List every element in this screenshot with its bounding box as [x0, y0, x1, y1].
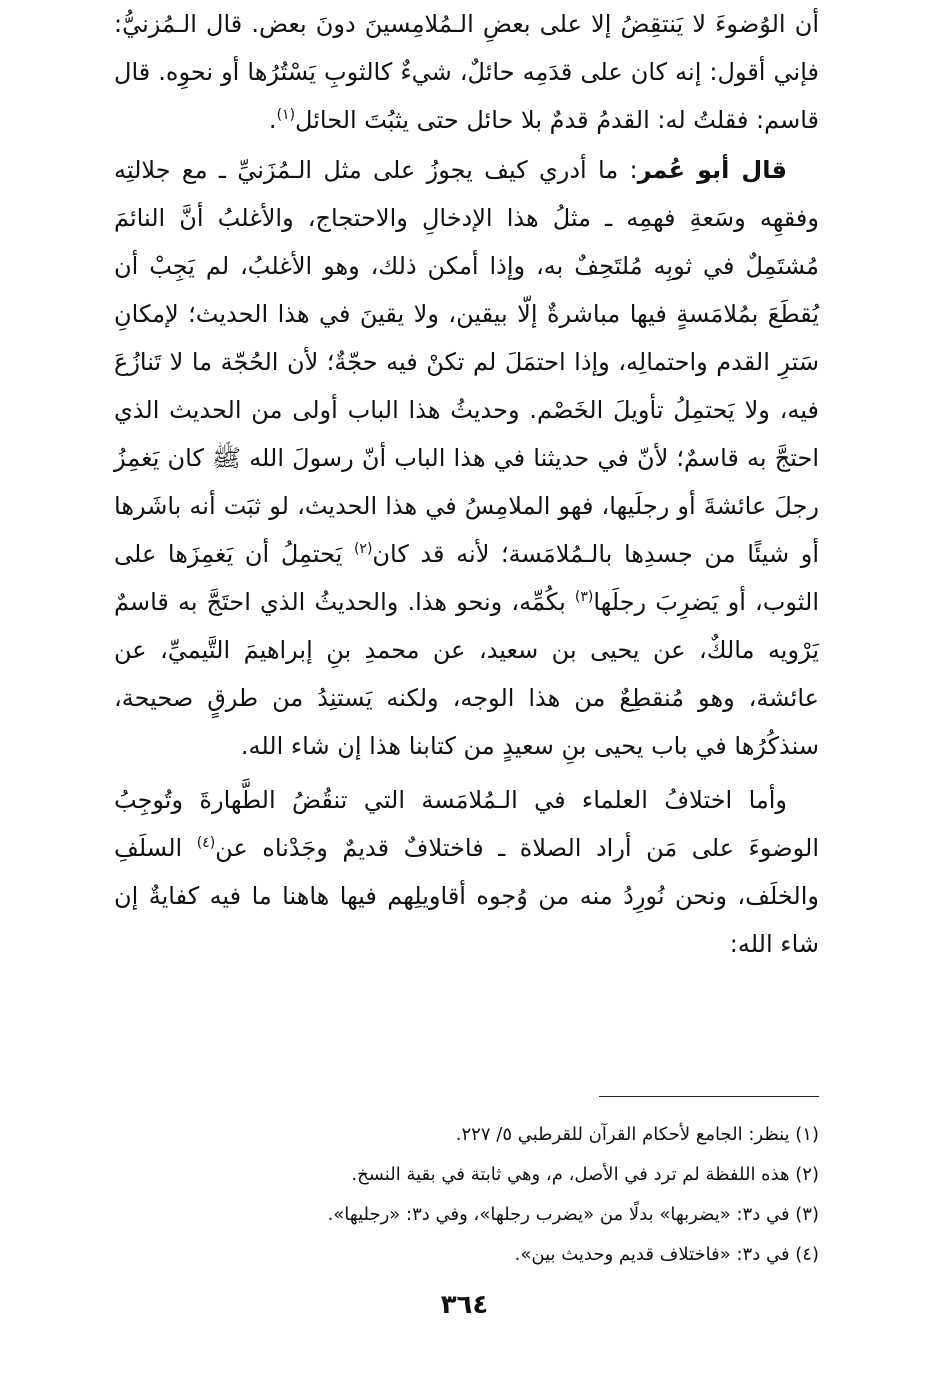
- text-run: السلَفِ والخلَف، ونحن نُورِدُ منه من وُجوه أقاويلِهم فيها هاهنا ما فيه كفايةٌ إن شاء الله:: [114, 834, 819, 958]
- text-run: .: [268, 106, 277, 134]
- speaker-label: قال أبو عُمر: [637, 156, 787, 184]
- footnote-marker: (١): [276, 107, 296, 123]
- text-run: يَحتمِلُ أن يَغمِزَها على الثوب، أو يَضرِبَ رجلَها: [114, 540, 819, 616]
- footnote-4: (٤) في د٣: «فاختلاف قديم وحديث بين».: [514, 1244, 819, 1265]
- text-run: وأما اختلافُ العلماء في الـمُلامَسة التي تنقُضُ الطَّهارةَ وتُوجِبُ الوضوءَ على مَن أراد الصلاة ـ فاختلافٌ قديمٌ وجَدْناه عن: [114, 786, 819, 862]
- page-number: ٣٦٤: [440, 1290, 489, 1320]
- footnote-1: (١) ينظر: الجامع لأحكام القرآن للقرطبي ٥/ ٢٢٧.: [455, 1124, 819, 1145]
- paragraph-3: [114, 776, 819, 968]
- text-run: بكُمِّه، ونحو هذا. والحديثُ الذي احتَجَّ به قاسمٌ يَرْويه مالكٌ، عن يحيى بن سعيد، عن محمدِ بنِ إبراهيمَ التَّيميِّ، عن عائشة، وهو مُنقطِعٌ من هذا الوجه، ولكنه يَستنِدُ من طرقٍ صحيحة، سنذكُرُها في باب يحيى بنِ سعيدٍ من كتابنا هذا إن شاء الله.: [114, 588, 819, 760]
- footnote-marker: (٤): [196, 835, 216, 851]
- paragraph-1: [114, 0, 819, 144]
- text-run: : ما أدري كيف يجوزُ على مثل الـمُزَنيِّ ـ مع جلالتِه وفقهِه وسَعةِ فهمِه ـ مثلُ هذا الإدخالِ والاحتجاج، والأغلبُ أنَّ النائمَ مُشتَمِلٌ في ثوبِه مُلتَحِفٌ به، وإذا أمكن ذلك، وهو الأغلبُ، لم يَجِبْ أن يُقطَعَ بمُلامَسةٍ فيها مباشرةٌ إلّا بيقين، ولا يقينَ في هذا الحديث؛ لإمكانِ سَترِ القدم واحتمالِه، وإذا احتمَلَ لم تكنْ فيه حجّةٌ؛ لأن الحُجّة ما لا تَنازُعَ فيه، ولا يَحتمِلُ تأويلَ الخَصْم. وحديثُ هذا الباب أولى من الحديث الذي احتجَّ به قاسمٌ؛ لأنّ في حديثنا في هذا الباب أنّ رسولَ الله ﷺ كان يَغمِزُ رجلَ عائشةَ أو رجلَيها، فهو الملامِسُ في هذا الحديث، لو ثبَت أنه باشَرها أو شيئًا من جسدِها بالـمُلامَسة؛ لأنه قد كان: [114, 156, 819, 568]
- text-run: أن الوُضوءَ لا يَنتقِضُ إلا على بعضِ الـمُلامِسينَ دونَ بعض. قال الـمُزنيُّ: فإني أقول: إنه كان على قدَمِه حائلٌ، شيءٌ كالثوبِ يَسْتُرُها أو نحوِه. قال قاسم: فقلتُ له: القدمُ قدمٌ بلا حائل حتى يثبُتَ الحائل: [114, 10, 819, 134]
- footnote-marker: (٢): [353, 541, 373, 557]
- footnote-marker: (٣): [574, 589, 594, 605]
- footnote-2: (٢) هذه اللفظة لم ترد في الأصل، م، وهي ثابتة في بقية النسخ.: [351, 1164, 819, 1185]
- footnote-divider: [599, 1096, 819, 1097]
- main-text: [114, 0, 819, 968]
- footnote-3: (٣) في د٣: «يضربها» بدلًا من «يضرب رجلها»، وفي د٣: «رجليها».: [327, 1204, 819, 1225]
- paragraph-2: [114, 146, 819, 770]
- footnotes: [114, 1115, 819, 1275]
